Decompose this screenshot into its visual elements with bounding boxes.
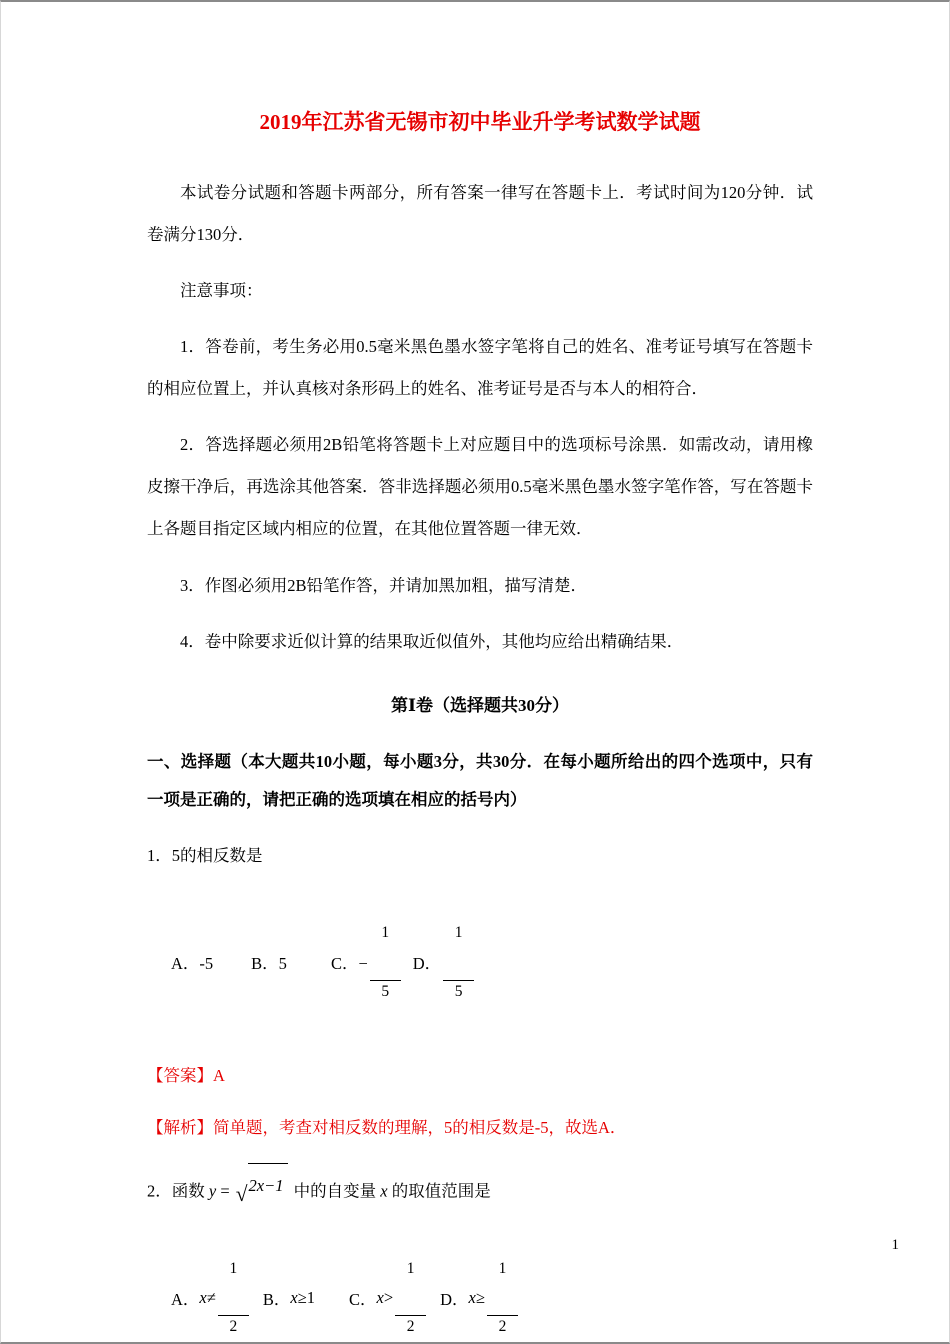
variable-x: x [376,1287,384,1307]
q1-option-b: B．5 [251,954,287,974]
variable-x: x [468,1287,476,1307]
section-heading: 第Ⅰ卷（选择题共30分） [391,695,569,715]
q2-stem-prefix: 2．函数 [147,1181,209,1201]
q1-answer: 【答案】A [147,1065,225,1085]
intro-paragraph: 本试卷分试题和答题卡两部分，所有答案一律写在答题卡上．考试时间为120分钟．试卷满分130分． [147,183,813,245]
notice-heading: 注意事项： [180,281,263,301]
value: 1 [306,1287,315,1307]
question-2-stem [147,1163,813,1210]
q1-option-d-label: D． [412,954,442,974]
q2-option-c: C． x > $\frac{1}{2}$ [349,1224,428,1344]
document-title: 2019年江苏省无锡市初中毕业升学考试数学试题 [259,110,701,134]
fraction: $\frac{1}{5}$ [443,888,474,1036]
variable-x: x [199,1287,207,1307]
question-1-options [147,888,813,1036]
radical-symbol: √ [235,1182,248,1207]
fraction: $\frac{1}{2}$ [395,1224,426,1344]
fraction: $\frac{1}{2}$ [487,1224,518,1344]
q1-option-d [413,888,476,1036]
variable-x: x [380,1181,388,1201]
q2-stem-suffix: 的取值范围是 [387,1181,491,1201]
q2-option-b: B． x ≥ 1 [262,1287,315,1309]
q2-option-d: D． x ≥ $\frac{1}{2}$ [440,1224,520,1344]
notice-item-4: 4．卷中除要求近似计算的结果取近似值外，其他均应给出精确结果． [180,631,684,651]
relation-symbol: ≠ [206,1287,216,1307]
section-instruction: 一、选择题（本大题共10小题，每小题3分，共30分．在每小题所给出的四个选项中，只有一项是正确的，请把正确的选项填在相应的括号内） [147,751,813,809]
q1-option-c [331,888,403,1036]
q1-option-a: A．-5 [171,954,214,974]
notice-item-1: 1．答卷前，考生务必用0.5毫米黑色墨水签字笔将自己的姓名、准考证号填写在答题卡的相应位置上，并认真核对条形码上的姓名、准考证号是否与本人的相符合． [147,337,813,399]
relation-symbol: ≥ [297,1287,307,1307]
notice-item-3: 3．作图必须用2B铅笔作答，并请加黑加粗，描写清楚． [180,575,588,595]
q1-option-c-label: C．− [330,954,368,974]
q1-analysis: 【解析】简单题，考查对相反数的理解，5的相反数是-5，故选A． [147,1118,627,1138]
question-2-options [147,1224,813,1344]
variable-y: y [208,1181,217,1201]
relation-symbol: > [383,1287,394,1307]
relation-symbol: ≥ [475,1287,485,1307]
question-1-stem: 1．5的相反数是 [147,845,263,865]
q2-option-a: A． x ≠ $\frac{1}{2}$ [171,1224,251,1344]
radicand: 2x−1 [248,1163,288,1205]
q2-stem-mid: 中的自变量 [289,1181,381,1201]
equals-sign: = [216,1181,234,1201]
square-root-expression [236,1163,288,1205]
notice-item-2: 2．答选择题必须用2B铅笔将答题卡上对应题目中的选项标号涂黑．如需改动，请用橡皮擦干净后，再选涂其他答案．答非选择题必须用0.5毫米黑色墨水签字笔作答，写在答题卡上各题目指定区域内相应的位置，在其他位置答题一律无效． [147,435,813,539]
fraction: $\frac{1}{5}$ [370,888,401,1036]
page-number: 1 [891,1237,899,1253]
fraction: $\frac{1}{2}$ [218,1224,249,1344]
variable-x: x [290,1287,298,1307]
